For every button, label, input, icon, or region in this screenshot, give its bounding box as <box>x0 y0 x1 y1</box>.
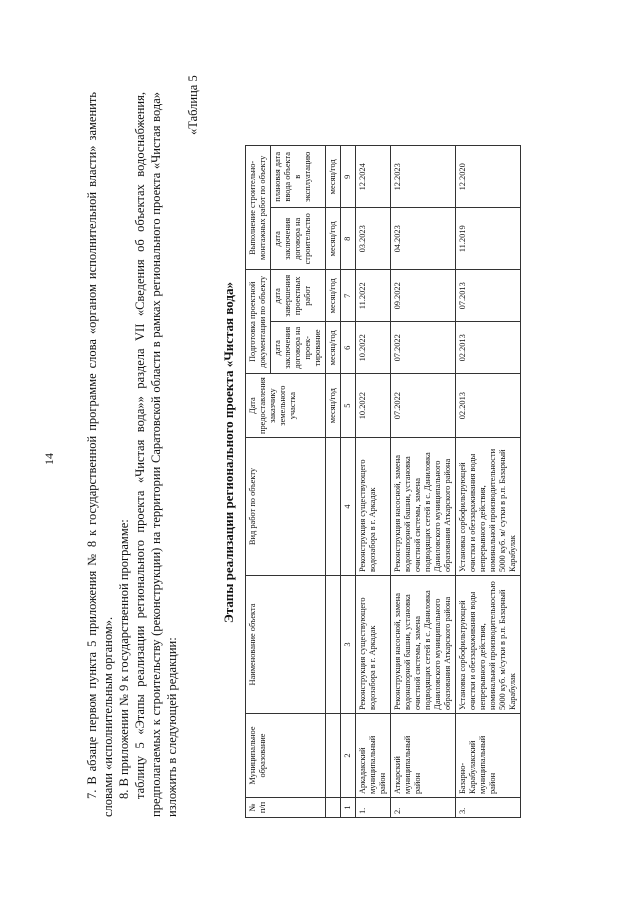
row-commission: 12.2024 <box>356 146 391 208</box>
table-row <box>456 146 521 818</box>
header-build-contract: дата заключения договора на строительство <box>271 208 326 270</box>
table-title: Этапы реализации регионального проекта «Чистая вода» <box>221 282 236 623</box>
table-row <box>356 146 391 818</box>
table-unit-row <box>326 146 341 818</box>
column-number: 2 <box>341 714 356 798</box>
unit-cell <box>326 576 341 714</box>
unit-cell: месяц/год <box>326 146 341 208</box>
row-work: Установка сорбофильтрующей очистки и обеззараживания воды непрерывного действия, номинальной производительности 5000 куб. м/ сутки в р.п. Базарный Карабулак <box>456 438 521 576</box>
column-number: 9 <box>341 146 356 208</box>
row-municipality: Аркадакский муниципальный район <box>356 714 391 798</box>
page-number: 14 <box>42 453 56 465</box>
row-design-contract: 10.2022 <box>356 322 391 374</box>
unit-cell: месяц/год <box>326 374 341 438</box>
unit-cell <box>326 438 341 576</box>
row-object: Реконструкция насосной, замена водонапорной башни, установка очистной системы, замена подводящих сетей в с. Даниловка Даниловского муниципального образования Аткарского района <box>391 576 456 714</box>
row-design-complete: 09.2022 <box>391 270 456 322</box>
header-build-group: Выполнение строительно-монтажных работ по объекту <box>246 146 271 270</box>
row-build-contract: 04.2023 <box>391 208 456 270</box>
table-header-row-1 <box>246 146 271 818</box>
row-build-contract: 03.2023 <box>356 208 391 270</box>
row-commission: 12.2020 <box>456 146 521 208</box>
header-design-group: Подготовка проектной документации по объекту <box>246 270 271 374</box>
column-number: 7 <box>341 270 356 322</box>
header-municipality: Муниципальное образование <box>246 714 326 798</box>
row-commission: 12.2023 <box>391 146 456 208</box>
row-num: 3. <box>456 798 521 818</box>
row-land-date: 02.2013 <box>456 374 521 438</box>
unit-cell: месяц/год <box>326 322 341 374</box>
row-municipality: Аткарский муниципальный район <box>391 714 456 798</box>
row-work: Реконструкция существующего водозабора в г. Аркадак <box>356 438 391 576</box>
row-num: 2. <box>391 798 456 818</box>
row-land-date: 10.2022 <box>356 374 391 438</box>
unit-cell <box>326 798 341 818</box>
column-number: 3 <box>341 576 356 714</box>
row-design-contract: 07.2022 <box>391 322 456 374</box>
column-number: 4 <box>341 438 356 576</box>
row-design-complete: 11.2022 <box>356 270 391 322</box>
row-num: 1. <box>356 798 391 818</box>
column-number: 1 <box>341 798 356 818</box>
column-number: 6 <box>341 322 356 374</box>
header-num: № п/п <box>246 798 326 818</box>
paragraph-7: 7. В абзаце первом пункта 5 приложения № 8 к государственной программе слова «органом исполнительной власти» заменить словами «исполнительным органом». <box>85 92 115 817</box>
header-land-date: Дата предоставления заказчику земельного участка <box>246 374 326 438</box>
header-design-complete: дата завершения проектных работ <box>271 270 326 322</box>
unit-cell: месяц/год <box>326 208 341 270</box>
column-number: 5 <box>341 374 356 438</box>
row-work: Реконструкция насосной, замена водонапорной башни, установка очистной системы, замена подводящих сетей в с. Даниловка Даниловского муниципального образования Аткарского района <box>391 438 456 576</box>
row-design-complete: 07.2013 <box>456 270 521 322</box>
row-design-contract: 02.2013 <box>456 322 521 374</box>
row-land-date: 07.2022 <box>391 374 456 438</box>
table-column-number-row <box>341 146 356 818</box>
table-number: «Таблица 5 <box>186 75 200 135</box>
row-municipality: Базарно-Карабулакский муниципальный район <box>456 714 521 798</box>
row-build-contract: 11.2019 <box>456 208 521 270</box>
unit-cell: месяц/год <box>326 270 341 322</box>
header-object: Наименование объекта <box>246 576 326 714</box>
paragraph-8: 8. В приложении № 9 к государственной программе: <box>117 519 131 799</box>
row-object: Установка сорбофильтрующей очистки и обеззараживания воды непрерывного действия, номинальной производительностью 5000 куб. м/сутки в р.п. Базарный Карабулак <box>456 576 521 714</box>
stages-table <box>245 145 521 818</box>
header-commission: плановая дата ввода объекта в эксплуатацию <box>271 146 326 208</box>
unit-cell <box>326 714 341 798</box>
column-number: 8 <box>341 208 356 270</box>
table-row <box>391 146 456 818</box>
paragraph-table-replace: таблицу 5 «Этапы реализации регионального проекта «Чистая вода»» раздела VII «Сведения об объектах водоснабжения, предполагаемых к строительству (реконструкции) на территории Саратовской области в рамках регионального проекта «Чистая вода» изложить в следующей редакции: <box>133 92 179 817</box>
header-work: Вид работ по объекту <box>246 438 326 576</box>
header-design-contract: дата заключения договора на проек-тирование <box>271 322 326 374</box>
row-object: Реконструкция существующего водозабора в г. Аркадак <box>356 576 391 714</box>
